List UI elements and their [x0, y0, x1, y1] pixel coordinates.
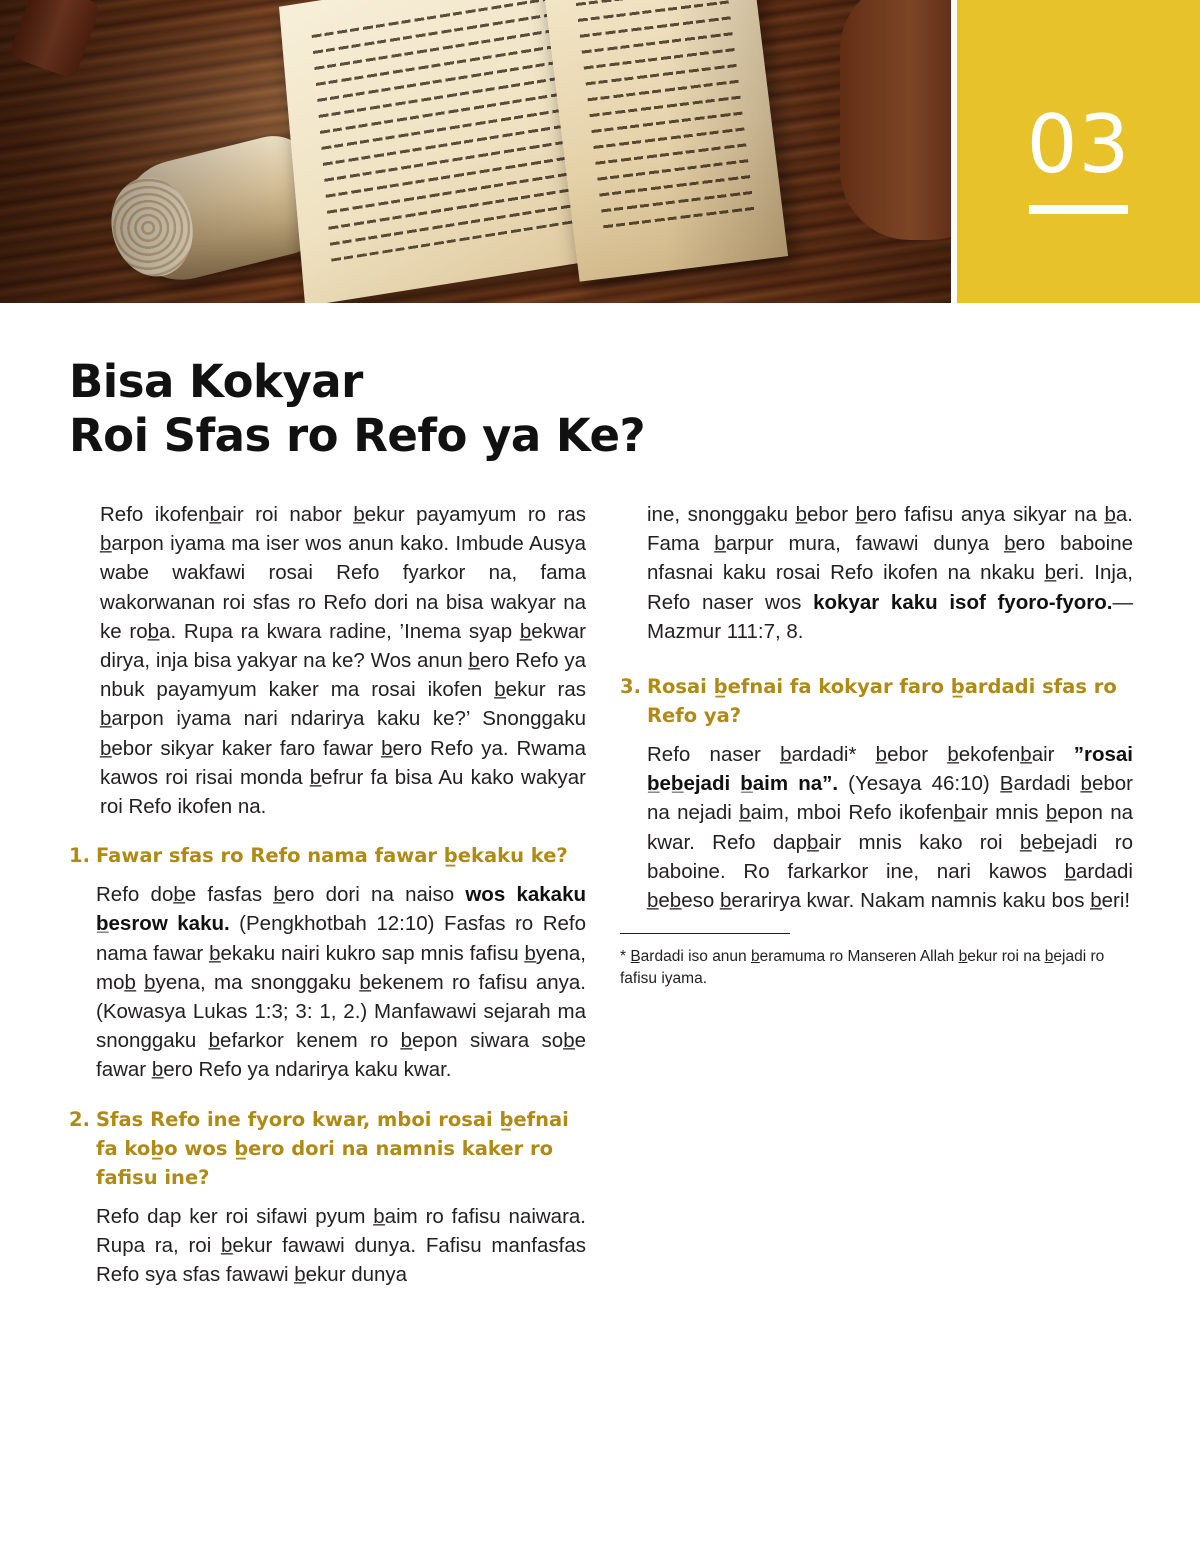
question-text: Sfas Refo ine fyoro kwar, mboi rosai b̲efnai fa kob̲o wos b̲ero dori na namnis kaker ro fafisu ine? — [96, 1107, 569, 1189]
footnote-divider — [620, 933, 790, 934]
question-3 — [620, 672, 1133, 730]
lesson-tab — [957, 0, 1200, 303]
footnote: * B̲ardadi iso anun b̲eramuma ro Manseren Allah b̲ekur roi na b̲ejadi ro fafisu iyama. — [620, 948, 1105, 988]
answer-paragraph-1 — [69, 880, 586, 1084]
answer-text: —Mazmur 111:7, 8. — [647, 590, 1134, 643]
answer-emphasis: ”rosai b̲eb̲ejadi b̲aim na”. — [647, 743, 1133, 796]
answer-text: ine, snonggaku b̲ebor b̲ero fafisu anya sikyar na b̲a. Fama b̲arpur mura, fawawi dunya b̲ero baboine nfasnai kaku rosai Refo ikofen na nkaku b̲eri. Inja, Refo naser wos — [647, 503, 1133, 614]
right-column — [620, 500, 1133, 990]
left-column — [69, 500, 586, 1307]
answer-emphasis: kokyar kaku isof fyoro-fyoro. — [813, 590, 1113, 614]
answer-text: Refo dob̲e fasfas b̲ero dori na naiso — [96, 883, 466, 907]
answer-text: Refo naser b̲ardadi* b̲ebor b̲ekofenb̲air — [647, 743, 1074, 767]
title-line-1: Bisa Kokyar — [69, 355, 363, 408]
question-number: 1. — [69, 844, 90, 868]
answer-text: (Yesaya 46:10) B̲ardadi b̲ebor na nejadi b̲aim, mboi Refo ikofenb̲air mnis b̲epon na kwar. Refo dapb̲air mnis kako roi b̲eb̲ejadi ro baboine. Ro farkarkor ine, nari kawos b̲ardadi b̲eb̲eso b̲erarirya kwar. Nakam namnis kaku bos b̲eri! — [647, 772, 1133, 913]
question-text: Rosai b̲efnai fa kokyar faro b̲ardadi sfas ro Refo ya? — [647, 675, 1117, 728]
answer-text: (Pengkhotbah 12:10) Fasfas ro Refo nama fawar b̲ekaku nairi kukro sap mnis fafisu b̲yena, mob̲ b̲yena, ma snonggaku b̲ekenem ro fafisu anya. (Kowasya Lukas 1:3; 3: 1, 2.) Manfawawi sejarah ma snonggaku b̲efarkor kenem ro b̲epon siwara sob̲e fawar b̲ero Refo ya ndarirya kaku kwar. — [96, 912, 586, 1082]
question-number: 3. — [620, 675, 641, 699]
question-2 — [69, 1105, 586, 1192]
question-number: 2. — [69, 1107, 90, 1131]
question-1 — [69, 841, 586, 870]
question-text: Fawar sfas ro Refo nama fawar b̲ekaku ke? — [96, 844, 568, 868]
lesson-underline — [1029, 205, 1128, 214]
answer-paragraph-2-continued — [620, 500, 1133, 646]
intro-paragraph: Refo ikofenb̲air roi nabor b̲ekur payamyum ro ras b̲arpon iyama ma iser wos anun kako. Imbude Ausya wabe wakfawi rosai Refo fyarkor na, fama wakorwanan roi sfas ro Refo dori na bisa wakyar na ke rob̲a. Rupa ra kwara radine, ’Inema syap b̲ekwar dirya, inja bisa yakyar na ke? Wos anun b̲ero Refo ya nbuk payamyum kaker ma rosai ikofen b̲ekur ras b̲arpon iyama nari ndarirya kaku ke?’ Snonggaku b̲ebor sikyar kaker faro fawar b̲ero Refo ya. Rwama kawos roi risai monda b̲efrur fa bisa Au kako wakyar roi Refo ikofen na. — [100, 503, 586, 819]
page-title — [69, 355, 969, 463]
lesson-number: 03 — [1026, 98, 1131, 191]
answer-paragraph-3 — [620, 740, 1133, 915]
answer-emphasis: wos kakaku b̲esrow kaku. — [96, 883, 587, 936]
hero-image — [0, 0, 951, 303]
answer-paragraph-2: Refo dap ker roi sifawi pyum b̲aim ro fafisu naiwara. Rupa ra, roi b̲ekur fawawi dunya. Fafisu manfasfas Refo sya sfas fawawi b̲ekur dunya — [96, 1204, 586, 1287]
title-line-2: Roi Sfas ro Refo ya Ke? — [69, 409, 646, 462]
